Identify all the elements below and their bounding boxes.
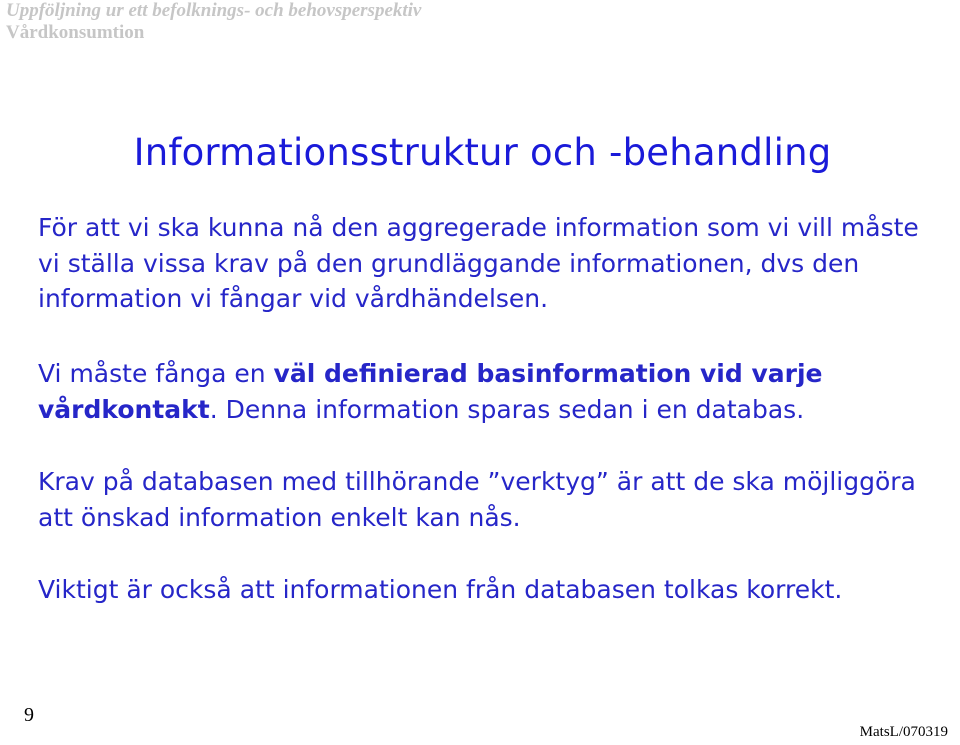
slide-title: Informationsstruktur och -behandling xyxy=(133,131,832,174)
paragraph-intro: Vi måste fånga en xyxy=(38,359,274,388)
author-id: MatsL/070319 xyxy=(859,724,948,740)
paragraph-rest: . Denna information sparas sedan i en databas. xyxy=(209,394,805,424)
paragraph-aggregated-info: För att vi ska kunna nå den aggregerade information som vi vill måste vi ställa vissa krav på den grundläggande informationen, dvs den information vi fångar vid vårdhändelsen. xyxy=(38,213,919,313)
page-number: 9 xyxy=(24,704,34,726)
paragraph-emphasis: väl definierad basinformation vid varje vårdkontakt xyxy=(38,359,823,424)
header-subtitle: Uppföljning ur ett befolknings- och behovsperspektiv xyxy=(6,0,422,21)
paragraph-basic-information xyxy=(38,356,943,427)
header-topic: Vårdkonsumtion xyxy=(6,22,145,43)
paragraph-database-requirements: Krav på databasen med tillhörande ”verktyg” är att de ska möjliggöra att önskad information enkelt kan nås. xyxy=(38,467,916,532)
slide-header xyxy=(6,0,421,44)
paragraph-interpretation: Viktigt är också att informationen från databasen tolkas korrekt. xyxy=(38,575,843,604)
